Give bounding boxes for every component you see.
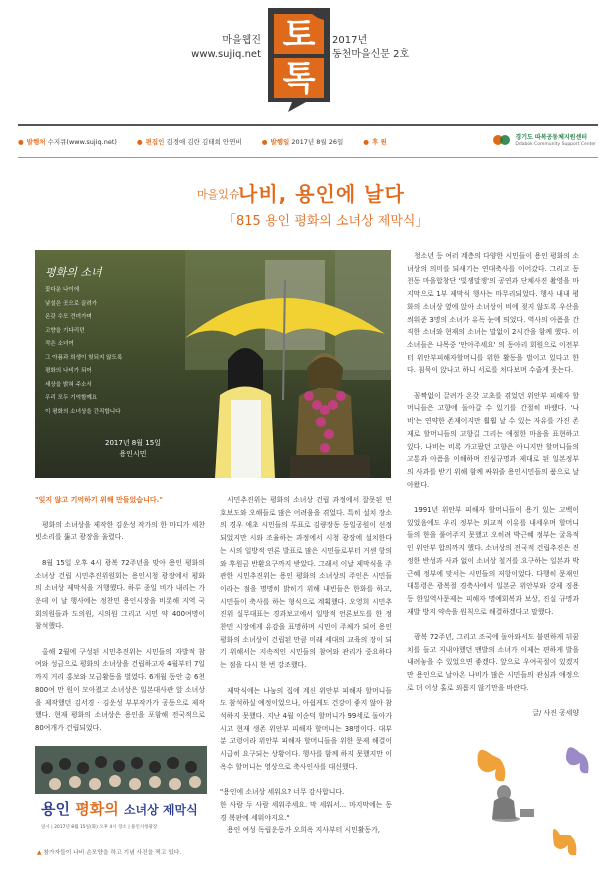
group-photo-caption	[37, 847, 181, 856]
photo-poem	[45, 284, 165, 419]
poem-line: 이 평화의 소녀상을 간직합니다	[45, 408, 121, 415]
poem-line: 작은 소녀여	[45, 341, 74, 347]
article-column-2	[220, 494, 392, 850]
caption-triangle-icon: ▲	[37, 850, 42, 856]
editor-label: 편집인	[145, 138, 165, 146]
editor-info: ● 편집인 김경애 김란 김태희 안연비	[136, 138, 242, 146]
logo-bottom-text: 톡	[282, 59, 316, 99]
date-info: ● 발행일 2017년 8월 26일	[261, 138, 344, 146]
sponsor-english: Ddabok Community Support Center	[515, 141, 596, 147]
paragraph: 1991년 위안부 피해자 할머니들이 용기 있는 고백이 있었음에도 우리 정부는 외교적 이유를 내세우며 할머니들의 한을 풀어주지 못했고 오히려 박근혜 정부는 굴욕적인 위안부 합의까지 했다. 소녀상의 전국적 건립추진은 진정한 반성과 사과 없이 소녀상 철거를 요구하는 일본과 박근혜 정부에 맞서는 시민들의 저항이었다. 다행히 문재인 대통령은 광복절 경축사에서 일본군 위안부와 강제 징용 등 한일역사문제는 피해자 명예회복과 보상, 진실 규명과 재발 방지 약속을 원칙으로 해결하겠다고 말했다.	[407, 506, 579, 616]
poem-line: 낯설은 곳으로 끌려가	[45, 300, 98, 307]
quote-line: "용인에 소녀상 세워요? 너무 감사합니다.	[220, 788, 345, 797]
banner-title	[41, 798, 198, 819]
poem-title: 평화의 소녀	[45, 266, 102, 279]
banner-main: 평화의	[75, 800, 119, 818]
poem-line: 평화의 나비가 되어	[45, 368, 92, 374]
sponsor-logo	[492, 132, 596, 148]
poem-line: 온갖 수모 견뎌가며	[45, 314, 92, 320]
paragraph: 광복 72주년, 그리고 조국에 돌아와서도 불편하게 뒤꿈치를 들고 지내야했던 맨발의 소녀가 이제는 편하게 발을 내려놓을 수 있었으면 좋겠다. 앞으로 우여곡절이 있겠지만 용인으로 날아온 나비가 많은 시민들의 관심과 애정으로 더 이상 홀로 외롭지 않기만을 바란다.	[407, 633, 579, 692]
group-photo-caption-text: 참가자들이 나비 손모양을 하고 기념 사진을 찍고 있다.	[43, 850, 182, 856]
info-bar	[18, 124, 598, 158]
butterfly-icon	[478, 750, 506, 781]
edition-name: 동천마을신문 2호	[332, 49, 410, 60]
article-column-1	[35, 494, 205, 747]
paragraph: 평화의 소녀상을 제작한 김운성 작가의 한 마디가 세찬 빗소리를 뚫고 광장을 울렸다.	[35, 520, 205, 542]
poem-line: 세상을 밝혀 주소서	[45, 381, 92, 388]
paragraph: 청소년 등 여러 계층의 다양한 시민들이 용인 평화의 소녀상의 의미를 되새기는 연대축사를 이어갔다. 그리고 동천동 마을합창단 '빛쟁말쟁'의 공연과 단체사진 촬영을 마지막으로 1부 제막식 행사는 마무리되었다. 행사 내내 평화의 소녀상 옆에 앉아 소녀상이 비에 젖지 않도록 우산을 씌워준 3명의 소녀가 유독 눈에 띄었다. 역사의 아픔을 간직한 소녀와 현재의 소녀는 말없이 2시간을 함께 했다. 이 소녀들은 나목중 '안아주세요' 의 동아리 회원으로 이전부터 위안부피해자할머니를 위한 활동을 벌이고 있다고 한다. 침묵이 앉나고 하니 서로를 처다보며 수줍게 웃는다.	[407, 252, 579, 375]
banner-date: 일시 | 2017년 8월 15일(화) 오후 4시 장소 | 용인시청광장	[41, 825, 158, 830]
paragraph: 제막식에는 나눔의 집에 계신 위안부 피해자 할머니들도 참석하실 예정이었으나, 아쉽게도 건강이 좋지 않아 참석하지 못했다. 지난 4월 이순덕 할머니가 99세로 돌아가시고 현재 생존 위안부 피해자 할머니는 38명이다. 대부분 고령이라 위안부 피해자 할머니들을 위한 문제 해결이 시급히 요구되는 상황이다. 행사를 함께 하지 못했지만 이옥수 할머니는 영상으로 축사인사를 대신했다.	[220, 686, 392, 771]
editor-value: 김경애 김란 김태희 안연비	[166, 138, 242, 146]
date-value: 2017년 8월 26일	[291, 138, 344, 146]
photo-caption-date: 2017년 8월 15일	[105, 439, 161, 447]
publisher-label: 발행처	[26, 138, 46, 146]
photo-caption	[105, 438, 161, 460]
butterfly-icon	[566, 747, 589, 773]
site-url[interactable]: www.sujiq.net	[191, 49, 261, 60]
article-column-3	[407, 250, 579, 720]
poem-line: 고향을 기다리던	[45, 327, 85, 334]
toktok-logo	[266, 6, 332, 114]
article-kicker: 마을있슈	[197, 188, 240, 201]
quote-line: 한 사람 두 사람 세워주세요. 막 세워서... 마지막에는 동경 복판에 세워야지요."	[220, 800, 392, 822]
masthead-left	[191, 34, 261, 62]
group-photo	[35, 746, 207, 842]
publisher-info: ● 발행처 수지큐(www.sujiq.net)	[18, 138, 117, 146]
paragraph: 8월 15일 오후 4시 광복 72주년을 맞아 용인 평화의 소녀상 건립 시민추진위원회는 용인시청 광장에서 평화의 소녀상 제막식을 거행했다. 하루 종일 비가 내리는 가운데 이 날 행사에는 정찬민 용인시장을 비롯해 지역 국회의원들과 도의원, 시의원 그리고 시민 약 400여명이 참석했다.	[35, 558, 205, 631]
newspaper-name: 마을웹진	[222, 35, 261, 46]
paragraph: 용인 여성 독립운동가 오희옥 지사부터 시민활동가,	[227, 826, 380, 835]
publisher-value: 수지큐(www.sujiq.net)	[47, 138, 117, 146]
paragraph: 올해 2월에 구성된 시민추진위는 시민들의 자발적 참여와 성금으로 평화의 소녀상을 건립하고자 4월부터 7일까지 거리 홍보와 모금활동을 벌였다. 6개월 동안 총 6천800여 만 원이 모아졌고 소녀상은 일본대사관 앞 소녀상을 제작했던 김서경 · 김운성 부부작가가 공동으로 제작했다. 현재 평화의 소녀상은 용인을 포함해 전국적으로 80여개가 건립되었다.	[35, 647, 205, 732]
edition-year: 2017년	[332, 35, 368, 46]
butterfly-icon	[553, 829, 577, 855]
paragraph: 꼼짝없이 끌려가 온갖 고초를 겪었던 위안부 피해자 할머니들은 고향에 돌아갈 수 있기를 간절히 바랬다. '나비'는 연약한 존재이지만 훨훨 날 수 있는 자유를 가진 존재로 할머니들의 고향길 그리는 애절한 마음을 표현하고 있다. 나비는 비록 가고팠던 고향은 아니지만 할머니들의 고통과 아픔을 이해하며 진심규명과 제대로 된 일본정부의 사과를 받기 위해 함께 싸워줄 용인시민들의 품으로 날아왔다.	[407, 391, 579, 489]
butterfly-statue-decoration	[470, 735, 610, 860]
poem-line: 우리 모두 기억할께요	[45, 395, 98, 401]
article-credit: 글/ 사진 공세양	[532, 709, 579, 718]
sponsor-info: ● 후 원	[363, 138, 387, 146]
sponsor-label: 후 원	[371, 138, 387, 146]
date-label: 발행일	[270, 138, 290, 146]
sponsor-emblem-icon	[492, 132, 512, 148]
article-headline: 나비, 용인에 날다	[238, 182, 405, 206]
paragraph: 시민추진위는 평화의 소녀상 건립 과정에서 잘못된 연호보도와 오해들로 많은 어려움을 겪었다. 특히 설치 장소의 경우 애초 시민들의 투표로 김량장동 동일공원이 선정되었지만 시와 조율하는 과정에서 시청 광장에 설치한다는 시의 일방적 연론 발표로 많은 시민들로부터 거센 항의와 후원금 반환요구까지 받았다. 그래서 이날 제막식을 주관한 시민추진위는 용인 평화의 소녀상의 주인은 시민들이라는 점을 명명히 밝히기 위해 내빈들은 한화를 하고, 시민들이 축사를 하는 형식으로 계획했다. 오영희 시민추진위 실무대표는 경과보고에서 일방적 언론보도를 한 정찬민 시장에게 유감을 표명하며 시민이 주체가 되어 용인 평화의 소녀상이 건립된 만큼 미래 세대의 교육의 장이 되기 위해서는 지속적인 시민들의 참여와 관리가 중요하다는 점을 다시 한 번 강조했다.	[220, 496, 392, 670]
poem-line: 그 아픔과 희생이 헛되지 않도록	[45, 354, 123, 361]
sponsor-name: 경기도 따복공동체지원센터	[515, 133, 588, 141]
photo-caption-author: 용인시민	[119, 450, 147, 458]
poem-line: 꽃다운 나이에	[45, 287, 80, 293]
banner-post: 소녀상 제막식	[123, 803, 198, 817]
main-photo	[35, 250, 391, 478]
masthead-right	[332, 34, 409, 62]
article-quote: "잊지 않고 기억하기 위해 만들었습니다."	[35, 496, 163, 504]
article-subhead: 「815 용인 평화의 소녀상 제막식」	[223, 214, 429, 229]
banner-pre: 용인	[41, 800, 70, 818]
logo-top-text: 토	[282, 15, 316, 55]
masthead	[0, 0, 615, 128]
